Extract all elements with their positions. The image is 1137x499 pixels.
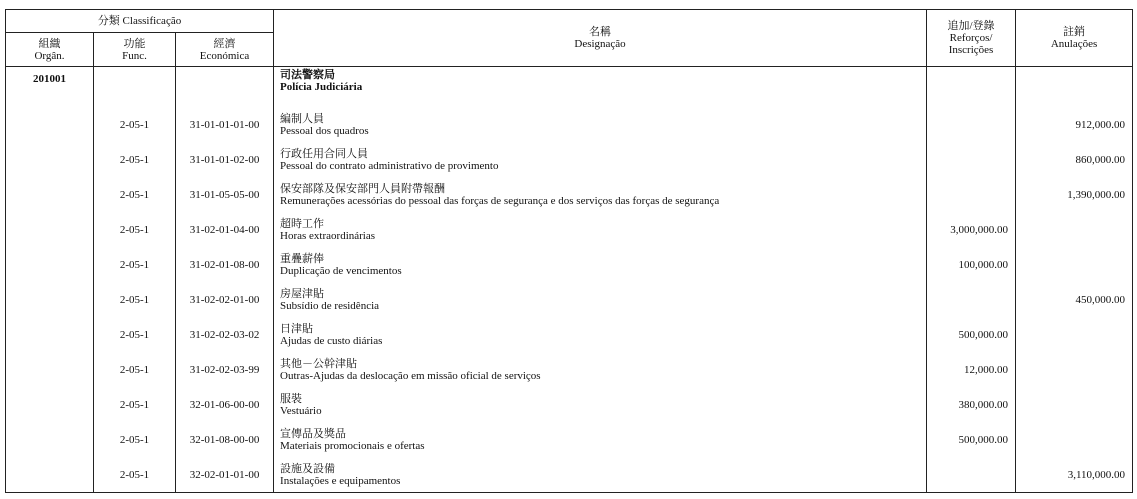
anulacoes-value — [1016, 387, 1133, 422]
anulacoes-value — [1016, 212, 1133, 247]
anulacoes-value — [1016, 422, 1133, 457]
designation-cell — [274, 422, 927, 457]
econ-code: 31-02-01-08-00 — [176, 247, 274, 282]
entity-econ-cell — [176, 67, 274, 108]
designation-zh: 重疊薪俸 — [280, 251, 325, 265]
func-code: 2-05-1 — [94, 457, 176, 493]
organ-cell — [6, 317, 94, 352]
designation-pt: Pessoal do contrato administrativo de provimento — [280, 159, 499, 172]
anulacoes-value: 450,000.00 — [1016, 282, 1133, 317]
table-row — [6, 247, 1133, 282]
anulacoes-header-pt: Anulações — [1050, 38, 1098, 50]
organ-cell — [6, 352, 94, 387]
designation-cell — [274, 142, 927, 177]
func-code: 2-05-1 — [94, 107, 176, 142]
anulacoes-value: 860,000.00 — [1016, 142, 1133, 177]
reforcos-value — [927, 142, 1016, 177]
table-row — [6, 352, 1133, 387]
designation-pt: Ajudas de custo diárias — [280, 334, 383, 347]
designation-header — [274, 10, 927, 67]
reforcos-header-pt2: Inscrições — [948, 44, 994, 56]
econ-code: 31-02-01-04-00 — [176, 212, 274, 247]
entity-anulacoes-cell — [1016, 67, 1133, 108]
table-row — [6, 457, 1133, 493]
designation-header-pt: Designação — [574, 38, 626, 50]
reforcos-header — [927, 10, 1016, 67]
designation-pt: Subsídio de residência — [280, 299, 380, 312]
func-code: 2-05-1 — [94, 422, 176, 457]
organ-cell — [6, 387, 94, 422]
designation-zh: 宣傳品及獎品 — [280, 426, 347, 440]
anulacoes-header — [1016, 10, 1133, 67]
designation-zh: 其他－公幹津貼 — [280, 356, 358, 370]
anulacoes-value: 3,110,000.00 — [1016, 457, 1133, 493]
func-code: 2-05-1 — [94, 247, 176, 282]
func-code: 2-05-1 — [94, 352, 176, 387]
func-code: 2-05-1 — [94, 142, 176, 177]
econ-code: 31-02-02-01-00 — [176, 282, 274, 317]
table-row — [6, 107, 1133, 142]
designation-zh: 日津貼 — [280, 321, 314, 335]
reforcos-value: 12,000.00 — [927, 352, 1016, 387]
econ-code: 31-01-01-01-00 — [176, 107, 274, 142]
table-row — [6, 142, 1133, 177]
organ-header-zh: 組織 — [38, 37, 61, 50]
reforcos-value: 500,000.00 — [927, 422, 1016, 457]
entity-name-pt: Polícia Judiciária — [280, 81, 363, 93]
reforcos-value — [927, 282, 1016, 317]
entity-name-zh: 司法警察局 — [280, 68, 336, 81]
func-code: 2-05-1 — [94, 317, 176, 352]
organ-header — [6, 33, 94, 67]
anulacoes-value — [1016, 352, 1133, 387]
designation-zh: 編制人員 — [280, 111, 325, 125]
organ-cell — [6, 247, 94, 282]
designation-cell — [274, 317, 927, 352]
econ-header-zh: 經濟 — [213, 37, 236, 50]
designation-zh: 行政任用合同人員 — [280, 146, 369, 160]
func-header-pt: Func. — [122, 49, 147, 62]
designation-cell — [274, 282, 927, 317]
econ-code: 31-01-01-02-00 — [176, 142, 274, 177]
designation-cell — [274, 107, 927, 142]
designation-zh: 設施及設備 — [280, 461, 336, 475]
table-row — [6, 387, 1133, 422]
func-header — [94, 33, 176, 67]
organ-cell — [6, 107, 94, 142]
anulacoes-value: 1,390,000.00 — [1016, 177, 1133, 212]
designation-cell — [274, 212, 927, 247]
entity-designation — [274, 67, 927, 108]
func-code: 2-05-1 — [94, 387, 176, 422]
designation-cell — [274, 177, 927, 212]
organ-cell — [6, 282, 94, 317]
table-row — [6, 212, 1133, 247]
designation-zh: 超時工作 — [280, 216, 325, 230]
classification-header: 分類 Classificação — [6, 10, 274, 33]
reforcos-value: 3,000,000.00 — [927, 212, 1016, 247]
designation-zh: 房屋津貼 — [280, 286, 325, 300]
designation-pt: Materiais promocionais e ofertas — [280, 439, 425, 452]
reforcos-value — [927, 177, 1016, 212]
econ-code: 31-01-05-05-00 — [176, 177, 274, 212]
designation-cell — [274, 247, 927, 282]
designation-cell — [274, 352, 927, 387]
organ-cell — [6, 422, 94, 457]
organ-cell — [6, 457, 94, 493]
designation-pt: Remunerações acessórias do pessoal das forças de segurança e dos serviços das forças de segurança — [280, 194, 720, 207]
designation-cell — [274, 457, 927, 493]
anulacoes-value — [1016, 317, 1133, 352]
organ-code: 201001 — [6, 67, 94, 108]
econ-header-pt: Económica — [199, 49, 250, 62]
reforcos-header-pt: Reforços/ — [949, 32, 993, 44]
econ-code: 31-02-02-03-02 — [176, 317, 274, 352]
econ-header — [176, 33, 274, 67]
organ-header-pt: Orgân. — [34, 49, 65, 62]
designation-pt: Pessoal dos quadros — [280, 124, 369, 137]
table-row — [6, 422, 1133, 457]
reforcos-value: 100,000.00 — [927, 247, 1016, 282]
reforcos-value: 380,000.00 — [927, 387, 1016, 422]
designation-zh: 保安部隊及保安部門人員附帶報酬 — [280, 181, 446, 195]
organ-cell — [6, 142, 94, 177]
budget-table — [5, 9, 1133, 493]
reforcos-value — [927, 457, 1016, 493]
table-row — [6, 282, 1133, 317]
designation-pt: Outras-Ajudas da deslocação em missão oficial de serviços — [280, 369, 541, 382]
designation-pt: Vestuário — [280, 404, 322, 417]
func-code: 2-05-1 — [94, 282, 176, 317]
econ-code: 32-01-08-00-00 — [176, 422, 274, 457]
econ-code: 31-02-02-03-99 — [176, 352, 274, 387]
designation-pt: Duplicação de vencimentos — [280, 264, 402, 277]
organ-cell — [6, 212, 94, 247]
designation-pt: Horas extraordinárias — [280, 229, 376, 242]
designation-pt: Instalações e equipamentos — [280, 474, 401, 487]
entity-reforcos-cell — [927, 67, 1016, 108]
reforcos-value: 500,000.00 — [927, 317, 1016, 352]
func-header-zh: 功能 — [123, 37, 146, 50]
func-code: 2-05-1 — [94, 177, 176, 212]
table-row — [6, 317, 1133, 352]
designation-cell — [274, 387, 927, 422]
organ-cell — [6, 177, 94, 212]
func-code: 2-05-1 — [94, 212, 176, 247]
table-row — [6, 177, 1133, 212]
entity-func-cell — [94, 67, 176, 108]
reforcos-value — [927, 107, 1016, 142]
anulacoes-header-zh: 註銷 — [1063, 26, 1086, 38]
anulacoes-value — [1016, 247, 1133, 282]
econ-code: 32-01-06-00-00 — [176, 387, 274, 422]
econ-code: 32-02-01-01-00 — [176, 457, 274, 493]
designation-header-zh: 名稱 — [589, 26, 612, 38]
entity-row — [6, 67, 1133, 108]
reforcos-header-zh: 追加/登錄 — [947, 20, 995, 32]
designation-zh: 服裝 — [280, 391, 303, 405]
anulacoes-value: 912,000.00 — [1016, 107, 1133, 142]
